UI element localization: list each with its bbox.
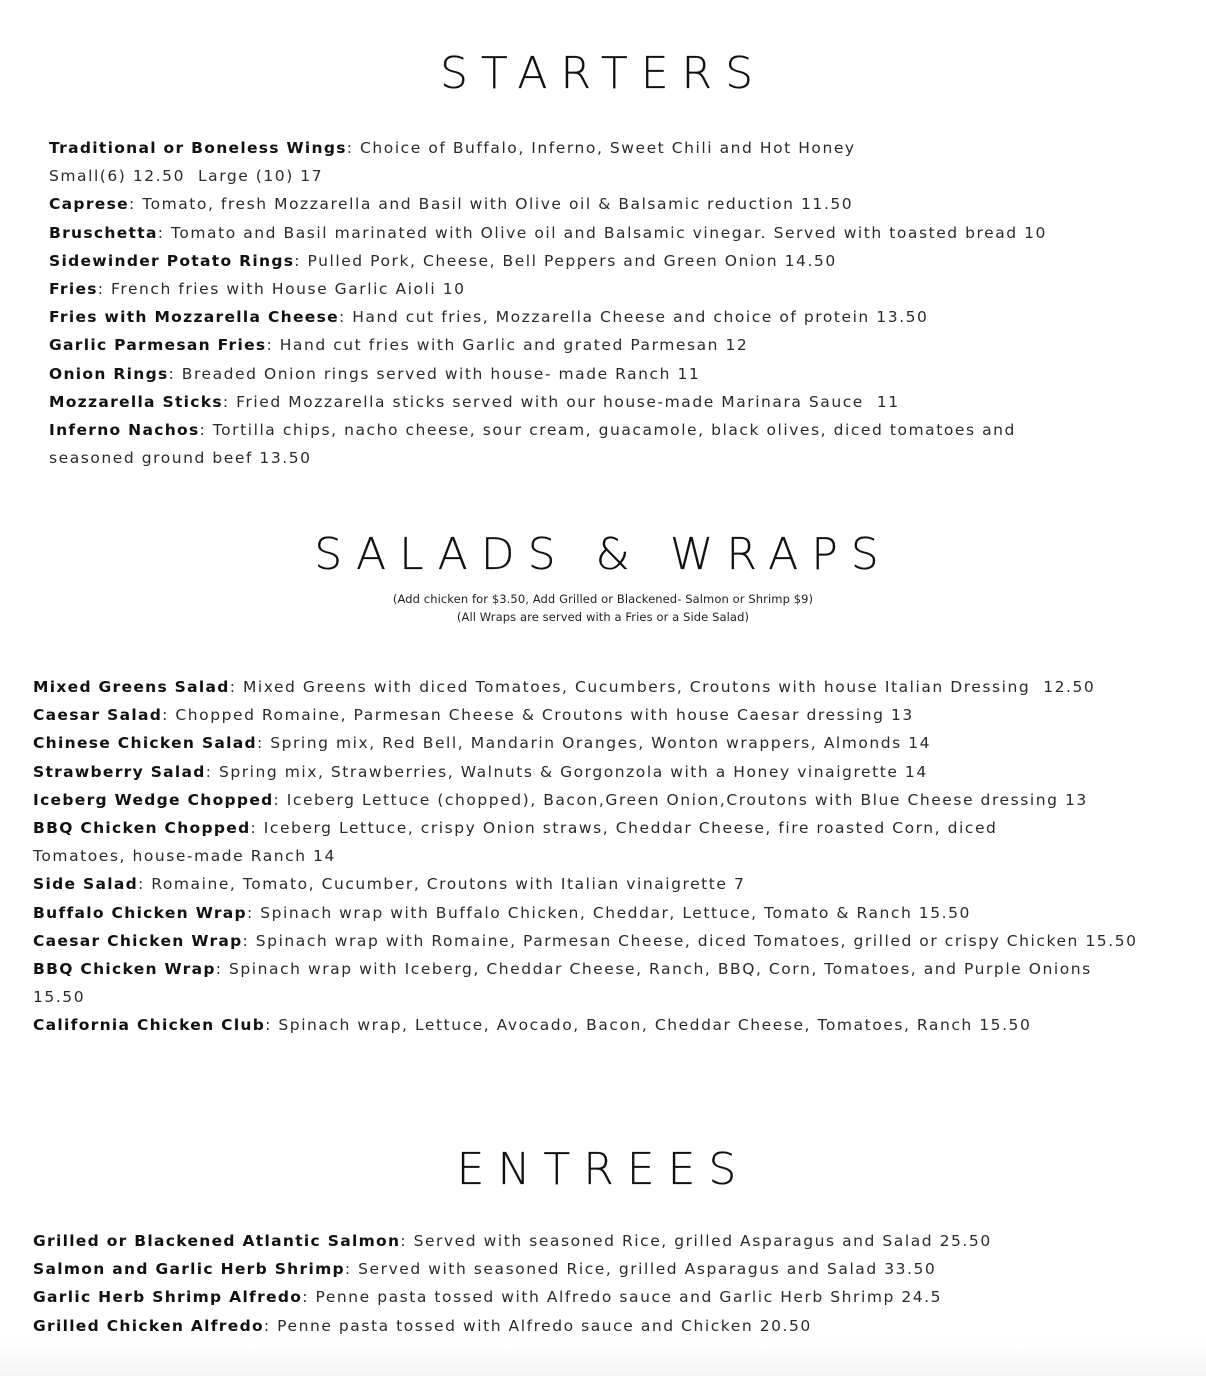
item-name: Caesar Chicken Wrap	[33, 931, 243, 950]
item-name: California Chicken Club	[33, 1016, 266, 1035]
menu-item-mozzarella-sticks: Mozzarella Sticks: Fried Mozzarella sticks served with our house-made Marinara Sauce 11	[49, 392, 900, 411]
menu-item-salmon-garlic-herb-shrimp: Salmon and Garlic Herb Shrimp: Served with seasoned Rice, grilled Asparagus and Salad 33.50	[33, 1260, 937, 1279]
item-name: Garlic Herb Shrimp Alfredo	[33, 1288, 303, 1307]
item-name: Chinese Chicken Salad	[33, 734, 257, 753]
item-name: Side Salad	[33, 875, 138, 894]
item-name: Grilled or Blackened Atlantic Salmon	[33, 1232, 401, 1250]
item-name: Caprese	[49, 195, 129, 214]
item-desc: Hand cut fries, Mozzarella Cheese and choice of protein 13.50	[352, 308, 929, 327]
item-desc: Served with seasoned Rice, grilled Asparagus and Salad 25.50	[413, 1232, 992, 1250]
item-desc: Spring mix, Red Bell, Mandarin Oranges, Wonton wrappers, Almonds 14	[270, 734, 932, 753]
item-name: Traditional or Boneless Wings	[49, 139, 347, 157]
item-desc: Served with seasoned Rice, grilled Asparagus and Salad 33.50	[358, 1260, 937, 1279]
menu-item-caesar-chicken-wrap: Caesar Chicken Wrap: Spinach wrap with Romaine, Parmesan Cheese, diced Tomatoes, grilled or crispy Chicken 15.50	[33, 931, 1138, 950]
item-name: Fries with Mozzarella Cheese	[49, 308, 339, 327]
item-price-sizes: Small(6) 12.50 Large (10) 17	[49, 167, 324, 186]
menu-item-bruschetta: Bruschetta: Tomato and Basil marinated with Olive oil and Balsamic vinegar. Served with toasted bread 10	[49, 223, 1047, 242]
item-name: Iceberg Wedge Chopped	[33, 790, 274, 809]
item-desc: Penne pasta tossed with Alfredo sauce and Chicken 20.50	[277, 1316, 812, 1335]
entrees-list	[33, 1227, 1163, 1340]
menu-item-buffalo-chicken-wrap: Buffalo Chicken Wrap: Spinach wrap with Buffalo Chicken, Cheddar, Lettuce, Tomato & Ranch 15.50	[33, 903, 971, 922]
menu-item-bbq-chicken-wrap: BBQ Chicken Wrap: Spinach wrap with Iceberg, Cheddar Cheese, Ranch, BBQ, Corn, Tomatoes, and Purple Onions 15.50	[33, 960, 1092, 1007]
salads-addon-note: (Add chicken for $3.50, Add Grilled or Blackened- Salmon or Shrimp $9)	[392, 592, 814, 606]
menu-item-sidewinder-potato-rings: Sidewinder Potato Rings: Pulled Pork, Cheese, Bell Peppers and Green Onion 14.50	[49, 251, 837, 270]
item-name: Buffalo Chicken Wrap	[33, 903, 247, 922]
menu-item-atlantic-salmon: Grilled or Blackened Atlantic Salmon: Served with seasoned Rice, grilled Asparagus and Salad 25.50	[33, 1232, 992, 1250]
starters-list	[49, 134, 1159, 472]
item-name: Salmon and Garlic Herb Shrimp	[33, 1260, 345, 1279]
wraps-side-note: (All Wraps are served with a Fries or a Side Salad)	[456, 610, 750, 624]
menu-item-side-salad: Side Salad: Romaine, Tomato, Cucumber, Croutons with Italian vinaigrette 7	[33, 875, 746, 894]
item-desc: Breaded Onion rings served with house- made Ranch 11	[181, 364, 701, 383]
item-desc: Tortilla chips, nacho cheese, sour cream, guacamole, black olives, diced tomatoes and seasoned ground beef 13.50	[49, 421, 1016, 468]
item-desc: Tomato, fresh Mozzarella and Basil with Olive oil & Balsamic reduction 11.50	[142, 195, 854, 214]
section-title-entrees: ENTREES	[456, 1144, 750, 1195]
item-desc: Spring mix, Strawberries, Walnuts & Gorgonzola with a Honey vinaigrette 14	[218, 762, 928, 781]
item-desc: Tomato and Basil marinated with Olive oil and Balsamic vinegar. Served with toasted bread 10	[170, 223, 1047, 242]
item-name: BBQ Chicken Wrap	[33, 960, 216, 979]
item-desc: Mixed Greens with diced Tomatoes, Cucumbers, Croutons with house Italian Dressing 12.50	[242, 678, 1096, 696]
menu-item-chinese-chicken-salad: Chinese Chicken Salad: Spring mix, Red Bell, Mandarin Oranges, Wonton wrappers, Almonds 14	[33, 734, 932, 753]
item-desc: Spinach wrap with Buffalo Chicken, Cheddar, Lettuce, Tomato & Ranch 15.50	[260, 903, 971, 922]
item-name: Strawberry Salad	[33, 762, 206, 781]
menu-item-caesar-salad: Caesar Salad: Chopped Romaine, Parmesan Cheese & Croutons with house Caesar dressing 13	[33, 706, 914, 725]
menu-item-garlic-herb-shrimp-alfredo: Garlic Herb Shrimp Alfredo: Penne pasta tossed with Alfredo sauce and Garlic Herb Shrimp 24.5	[33, 1288, 943, 1307]
item-name: Bruschetta	[49, 223, 158, 242]
item-desc: Hand cut fries with Garlic and grated Parmesan 12	[279, 336, 749, 355]
menu-item-fries: Fries: French fries with House Garlic Aioli 10	[49, 280, 466, 299]
section-title-salads-wraps: SALADS & WRAPS	[314, 529, 892, 580]
item-name: Caesar Salad	[33, 706, 163, 725]
menu-item-strawberry-salad: Strawberry Salad: Spring mix, Strawberries, Walnuts & Gorgonzola with a Honey vinaigrette 14	[33, 762, 928, 781]
item-desc: Penne pasta tossed with Alfredo sauce and Garlic Herb Shrimp 24.5	[315, 1288, 943, 1307]
item-desc: Chopped Romaine, Parmesan Cheese & Croutons with house Caesar dressing 13	[175, 706, 914, 725]
item-desc: Spinach wrap, Lettuce, Avocado, Bacon, Cheddar Cheese, Tomatoes, Ranch 15.50	[278, 1016, 1032, 1035]
item-name: Inferno Nachos	[49, 421, 200, 440]
item-name: Onion Rings	[49, 364, 169, 383]
item-desc: Romaine, Tomato, Cucumber, Croutons with Italian vinaigrette 7	[151, 875, 746, 894]
item-desc: Iceberg Lettuce, crispy Onion straws, Cheddar Cheese, fire roasted Corn, diced Tomatoes, house-made Ranch 14	[33, 819, 998, 866]
menu-item-inferno-nachos: Inferno Nachos: Tortilla chips, nacho cheese, sour cream, guacamole, black olives, diced tomatoes and seasoned ground beef 13.50	[49, 421, 1016, 468]
item-name: Garlic Parmesan Fries	[49, 336, 267, 355]
item-desc: Pulled Pork, Cheese, Bell Peppers and Green Onion 14.50	[307, 251, 837, 270]
section-title-starters: STARTERS	[439, 48, 767, 99]
menu-item-caprese: Caprese: Tomato, fresh Mozzarella and Basil with Olive oil & Balsamic reduction 11.50	[49, 195, 854, 214]
menu-item-wings: Traditional or Boneless Wings: Choice of Buffalo, Inferno, Sweet Chili and Hot Honey Small(6) 12.50 Large (10) 17	[49, 139, 856, 186]
item-name: Mozzarella Sticks	[49, 392, 223, 411]
menu-item-onion-rings: Onion Rings: Breaded Onion rings served with house- made Ranch 11	[49, 364, 701, 383]
item-desc: French fries with House Garlic Aioli 10	[111, 280, 466, 299]
item-name: Sidewinder Potato Rings	[49, 251, 295, 270]
item-desc: Iceberg Lettuce (chopped), Bacon,Green Onion,Croutons with Blue Cheese dressing 13	[286, 790, 1088, 809]
menu-item-fries-mozzarella: Fries with Mozzarella Cheese: Hand cut fries, Mozzarella Cheese and choice of protein 13.50	[49, 308, 929, 327]
item-name: BBQ Chicken Chopped	[33, 819, 251, 838]
menu-item-grilled-chicken-alfredo: Grilled Chicken Alfredo: Penne pasta tossed with Alfredo sauce and Chicken 20.50	[33, 1316, 812, 1335]
menu-item-california-chicken-club: California Chicken Club: Spinach wrap, Lettuce, Avocado, Bacon, Cheddar Cheese, Tomatoes, Ranch 15.50	[33, 1016, 1032, 1035]
item-name: Grilled Chicken Alfredo	[33, 1316, 264, 1335]
item-name: Fries	[49, 280, 98, 299]
menu-item-iceberg-wedge-chopped: Iceberg Wedge Chopped: Iceberg Lettuce (chopped), Bacon,Green Onion,Croutons with Blue Cheese dressing 13	[33, 790, 1088, 809]
item-name: Mixed Greens Salad	[33, 678, 230, 696]
item-desc: Spinach wrap with Romaine, Parmesan Cheese, diced Tomatoes, grilled or crispy Chicken 15.50	[255, 931, 1138, 950]
item-desc: Choice of Buffalo, Inferno, Sweet Chili and Hot Honey	[360, 139, 856, 157]
menu-item-mixed-greens-salad: Mixed Greens Salad: Mixed Greens with diced Tomatoes, Cucumbers, Croutons with house Italian Dressing 12.50	[33, 678, 1096, 696]
item-desc: Spinach wrap with Iceberg, Cheddar Cheese, Ranch, BBQ, Corn, Tomatoes, and Purple Onions 15.50	[33, 960, 1092, 1007]
salads-wraps-list	[33, 673, 1193, 1040]
item-desc: Fried Mozzarella sticks served with our house-made Marinara Sauce 11	[236, 392, 900, 411]
menu-item-bbq-chicken-chopped: BBQ Chicken Chopped: Iceberg Lettuce, crispy Onion straws, Cheddar Cheese, fire roasted Corn, diced Tomatoes, house-made Ranch 14	[33, 819, 998, 866]
menu-item-garlic-parmesan-fries: Garlic Parmesan Fries: Hand cut fries with Garlic and grated Parmesan 12	[49, 336, 749, 355]
